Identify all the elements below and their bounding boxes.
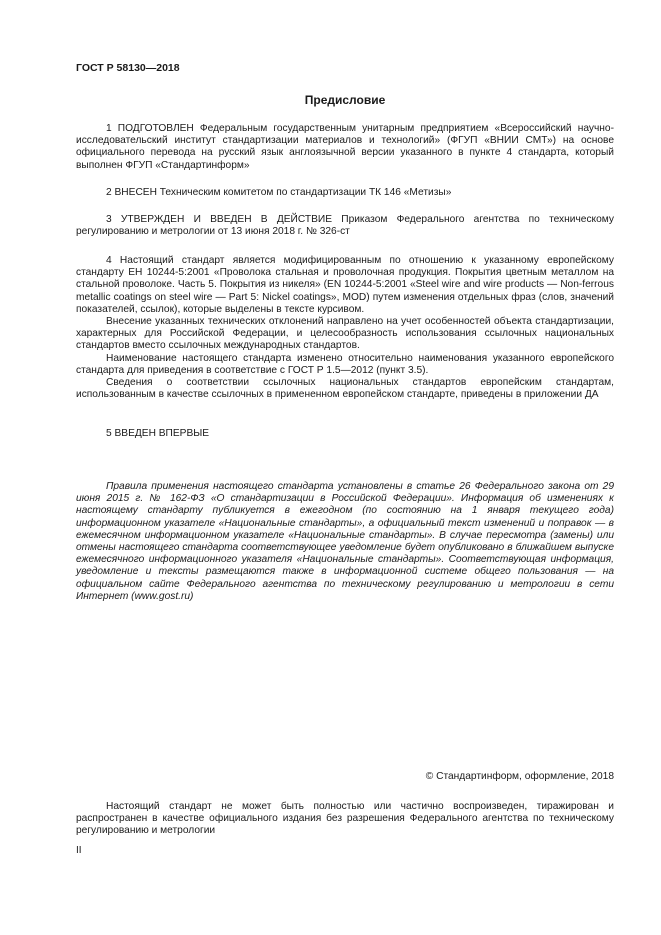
application-rules-text: Правила применения настоящего стандарта установлены в статье 26 Федерального закона от 29 июня 2015 г. № 162-ФЗ «О стандартизации в Российской Федерации». Информация об изменениях к настоящему стандарту публикуется в ежегодном (по состоянию на 1 января текущего года) информационном указателе «Национальные стандарты», а официальный текст изменений и поправок — в ежемесячном информационном указателе «Национальные стандарты». В случае пересмотра (замены) или отмены настоящего стандарта соответствующее уведомление будет опубликовано в ближайшем выпуске ежемесячного информационного указателя «Национальные стандарты». Соответствующая информация, уведомление и тексты размещаются также в информационной системе общего пользования — на официальном сайте Федерального агентства по техническому регулированию и метрологии в сети Интернет (www.gost.ru) — [76, 481, 614, 602]
preface-item-4 — [76, 255, 614, 401]
preface-item-4-paragraph-1: 4 Настоящий стандарт является модифицированным по отношению к указанному европейскому стандарту ЕН 10244-5:2001 «Проволока стальная и проволочная продукция. Покрытия цветным металлом на стальной проволоке. Часть 5. Покрытия из никеля» (EN 10244-5:2001 «Steel wire and wire products — Non-ferrous metallic coatings on steel wire — Part 5: Nickel coatings», MOD) путем изменения отдельных фраз (слов, значений показателей, ссылок), которые выделены в тексте курсивом. — [76, 255, 614, 315]
preface-item-3 — [76, 214, 614, 238]
page-number: II — [76, 845, 82, 856]
preface-item-4-paragraph-4: Сведения о соответствии ссылочных национальных стандартов европейским стандартам, использованным в качестве ссылочных в примененном европейском стандарте, приведены в приложении ДА — [76, 377, 614, 401]
copyright-line: © Стандартинформ, оформление, 2018 — [425, 771, 614, 782]
preface-item-2 — [76, 187, 614, 199]
preface-item-4-paragraph-3: Наименование настоящего стандарта изменено относительно наименования указанного европейского стандарта для приведения в соответствие с ГОСТ Р 1.5—2012 (пункт 3.5). — [76, 352, 614, 376]
page-title: Предисловие — [304, 93, 386, 107]
preface-item-5: 5 ВВЕДЕН ВПЕРВЫЕ — [106, 428, 210, 439]
preface-item-3-text: 3 УТВЕРЖДЕН И ВВЕДЕН В ДЕЙСТВИЕ Приказом Федерального агентства по техническому регулированию и метрологии от 13 июня 2018 г. № 326-ст — [76, 214, 614, 238]
preface-item-1 — [76, 123, 614, 172]
reproduction-notice: Настоящий стандарт не может быть полностью или частично воспроизведен, тиражирован и распространен в качестве официального издания без разрешения Федерального агентства по техническому регулированию и метрологии — [76, 801, 614, 837]
standard-id-header: ГОСТ Р 58130—2018 — [76, 62, 180, 74]
preface-item-4-paragraph-2: Внесение указанных технических отклонений направлено на учет особенностей объекта стандартизации, характерных для Российской Федерации, и целесообразность использования ссылочных национальных стандартов вместо ссылочных международных стандартов. — [76, 316, 614, 352]
preface-item-1-text: 1 ПОДГОТОВЛЕН Федеральным государственным унитарным предприятием «Всероссийский научно-исследовательский институт стандартизации материалов и технологий» (ФГУП «ВНИИ СМТ») на основе официального перевода на русский язык англоязычной версии указанного в пункте 4 стандарта, который выполнен ФГУП «Стандартинформ» — [76, 123, 614, 171]
preface-item-2-text: 2 ВНЕСЕН Техническим комитетом по стандартизации ТК 146 «Метизы» — [106, 187, 452, 198]
